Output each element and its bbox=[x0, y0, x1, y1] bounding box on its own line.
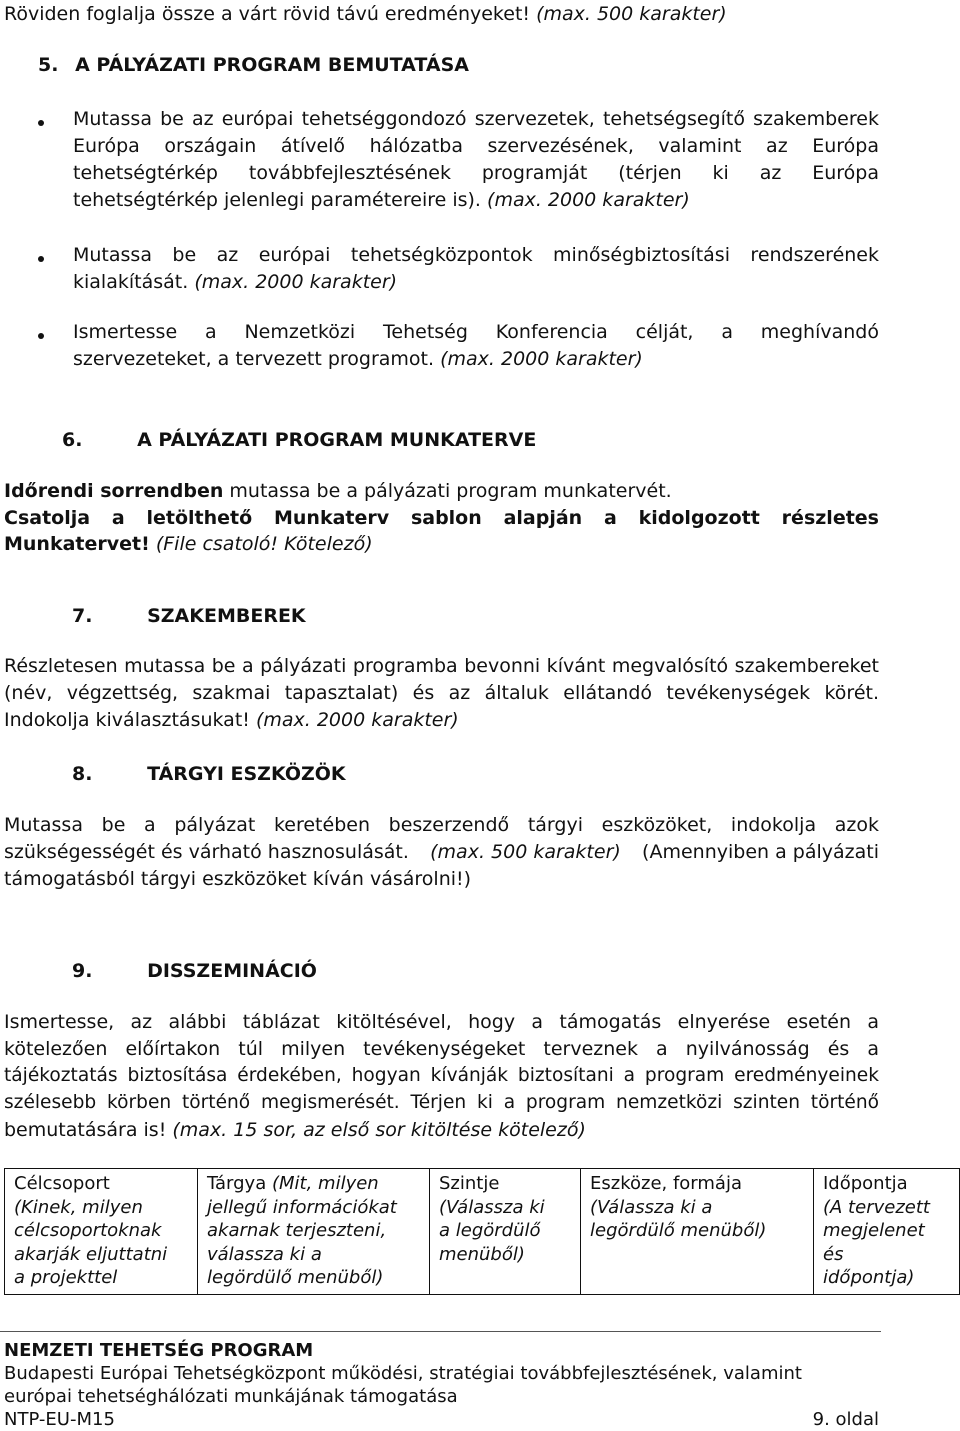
s6-line1 bbox=[4, 480, 672, 502]
bullet-dot bbox=[38, 120, 44, 126]
header-note-line: célcsoportoknak bbox=[14, 1220, 162, 1241]
s7-line3 bbox=[4, 709, 459, 731]
header-note-line: menüből) bbox=[439, 1243, 525, 1265]
s9-note: (max. 15 sor, az első sor kitöltése kötelező) bbox=[172, 1119, 586, 1141]
s8-line2 bbox=[4, 841, 879, 863]
section-5-title: A PÁLYÁZATI PROGRAM BEMUTATÁSA bbox=[75, 54, 469, 76]
header-cell-target-group bbox=[5, 1169, 198, 1295]
s6-line2: Csatolja a letölthető Munkaterv sablon alapján a kidolgozott részletes bbox=[4, 507, 879, 529]
s5-b3-note: (max. 2000 karakter) bbox=[440, 348, 643, 370]
s5-b1-line3: tehetségtérkép továbbfejlesztésének programját (térjen ki az Európa bbox=[73, 162, 879, 184]
s5-b1-line1 bbox=[73, 108, 879, 130]
s5-b1-line4-text: tehetségtérkép jelenlegi paramétereire is). bbox=[73, 189, 481, 211]
header-note-line: a legördülő bbox=[439, 1220, 541, 1241]
s5-b3-line1: Ismertesse a Nemzetközi Tehetség Konferencia célját, a meghívandó bbox=[73, 321, 879, 343]
section-8-number: 8. bbox=[72, 763, 93, 785]
s8-line1: Mutassa be a pályázat keretében beszerzendő tárgyi eszközöket, indokolja azok bbox=[4, 814, 879, 836]
section-7-title: SZAKEMBEREK bbox=[147, 605, 306, 627]
footer-line2: európai tehetséghálózati munkájának támogatása bbox=[4, 1386, 458, 1407]
footer-page-number: 9. oldal bbox=[812, 1409, 879, 1430]
header-note-line: legördülő menüből) bbox=[590, 1220, 767, 1241]
section-5-number: 5. bbox=[38, 54, 59, 76]
word: tehetséggondozó bbox=[301, 108, 467, 130]
table-header-row bbox=[5, 1169, 960, 1295]
s5-b2-note: (max. 2000 karakter) bbox=[194, 271, 398, 293]
s6-line1-bold: Időrendi sorrendben bbox=[4, 480, 224, 502]
header-note-line: a projekttel bbox=[14, 1267, 118, 1288]
word: szervezetek, bbox=[474, 108, 595, 130]
section-9-heading bbox=[72, 960, 317, 982]
header-note-line: akarják eljuttatni bbox=[14, 1243, 168, 1265]
section-7-heading bbox=[72, 605, 306, 627]
section-5-heading bbox=[38, 54, 469, 76]
header-note-line: (Válassza ki a bbox=[590, 1196, 713, 1218]
header-note-line: időpontja) bbox=[823, 1267, 915, 1288]
word: tehetségsegítő bbox=[602, 108, 745, 130]
header-note-line: jellegű információkat bbox=[207, 1196, 397, 1218]
s5-b3-line2-text: szervezeteket, a tervezett programot. bbox=[73, 348, 435, 370]
footer-divider bbox=[0, 1331, 881, 1332]
header-label: Szintje bbox=[439, 1173, 500, 1194]
footer-line1: Budapesti Európai Tehetségközpont működési, stratégiai továbbfejlesztésének, valamint bbox=[4, 1363, 802, 1384]
s5-b1-line4 bbox=[73, 189, 690, 211]
header-note-line: (Válassza ki bbox=[439, 1196, 545, 1218]
intro-line bbox=[4, 3, 727, 25]
s9-line3: tájékoztatás biztosítása érdekében, hogyan kívánják biztosítani a program eredményeinek bbox=[4, 1065, 879, 1086]
header-note-line: megjelenet bbox=[823, 1220, 925, 1241]
header-label: Célcsoport bbox=[14, 1173, 110, 1194]
header-note-line: (A tervezett bbox=[823, 1196, 930, 1218]
bullet-dot bbox=[38, 256, 44, 262]
s8-line2-text: szükségességét és várható hasznosulását. bbox=[4, 841, 409, 863]
s9-line5 bbox=[4, 1119, 586, 1141]
footer-program: NEMZETI TEHETSÉG PROGRAM bbox=[4, 1340, 314, 1361]
header-note-line: és bbox=[823, 1243, 844, 1265]
s9-line2: kötelezően előírtakon túl milyen tevékenységeket terveznek a nyilvánosság és a bbox=[4, 1038, 879, 1060]
header-note-line: akarnak terjeszteni, bbox=[207, 1220, 387, 1241]
section-8-heading bbox=[72, 763, 346, 785]
s8-note: (max. 500 karakter) bbox=[430, 841, 621, 863]
bullet-dot bbox=[38, 333, 44, 339]
header-cell-date bbox=[814, 1169, 960, 1295]
word: be bbox=[160, 108, 184, 130]
s6-line1-rest: mutassa be a pályázati program munkatervét. bbox=[229, 480, 672, 502]
section-6-title: A PÁLYÁZATI PROGRAM MUNKATERVE bbox=[137, 429, 537, 451]
s7-line1: Részletesen mutassa be a pályázati programba bevonni kívánt megvalósító szakembereket bbox=[4, 655, 879, 677]
section-6-number: 6. bbox=[62, 429, 83, 451]
header-note-line: válassza ki a bbox=[207, 1243, 322, 1265]
section-9-title: DISSZEMINÁCIÓ bbox=[147, 960, 317, 982]
s9-line1: Ismertesse, az alábbi táblázat kitöltésével, hogy a támogatás elnyerése esetén a bbox=[4, 1011, 879, 1033]
s7-line3-text: Indokolja kiválasztásukat! bbox=[4, 709, 250, 731]
header-cell-level bbox=[430, 1169, 581, 1295]
section-8-title: TÁRGYI ESZKÖZÖK bbox=[147, 763, 346, 785]
section-9-number: 9. bbox=[72, 960, 93, 982]
s9-line4: szélesebb körben történő megismerését. Térjen ki a program nemzetközi szinten történő bbox=[4, 1092, 879, 1113]
section-6-heading bbox=[62, 429, 536, 451]
header-label: Eszköze, formája bbox=[590, 1173, 742, 1194]
s8-line3: támogatásból tárgyi eszközöket kíván vásárolni!) bbox=[4, 868, 472, 890]
s5-b2-line2 bbox=[73, 271, 397, 293]
s7-line2: (név, végzettség, szakmai tapasztalat) és az általuk ellátandó tevékenységek körét. bbox=[4, 682, 879, 704]
header-cell-means-form bbox=[581, 1169, 814, 1295]
s6-line3-note: (File csatoló! Kötelező) bbox=[155, 533, 373, 555]
s7-note: (max. 2000 karakter) bbox=[255, 709, 459, 731]
intro-text: Röviden foglalja össze a várt rövid távú eredményeket! bbox=[4, 3, 531, 25]
s5-b3-line2 bbox=[73, 348, 643, 370]
header-note-line: legördülő menüből) bbox=[207, 1267, 384, 1288]
footer-code: NTP-EU-M15 bbox=[4, 1409, 115, 1430]
header-note-line: (Mit, milyen bbox=[271, 1173, 379, 1194]
header-label: Időpontja bbox=[823, 1173, 908, 1194]
s5-b2-line1: Mutassa be az európai tehetségközpontok minőségbiztosítási rendszerének bbox=[73, 244, 879, 266]
word: az bbox=[191, 108, 214, 130]
s5-b1-line2: Európa országain átívelő hálózatba szervezésének, valamint az Európa bbox=[73, 135, 879, 157]
header-note-line: (Kinek, milyen bbox=[14, 1196, 143, 1218]
s5-b2-line2-text: kialakítását. bbox=[73, 271, 189, 293]
word: európai bbox=[221, 108, 294, 130]
s6-line3 bbox=[4, 533, 373, 555]
word: szakemberek bbox=[753, 108, 879, 130]
section-7-number: 7. bbox=[72, 605, 93, 627]
s5-b1-note: (max. 2000 karakter) bbox=[487, 189, 690, 211]
s6-line3-bold: Munkatervet! bbox=[4, 533, 150, 555]
intro-note: (max. 500 karakter) bbox=[536, 3, 727, 25]
word: Mutassa bbox=[73, 108, 152, 130]
s9-line5-text: bemutatására is! bbox=[4, 1119, 167, 1141]
header-label: Tárgya bbox=[207, 1173, 267, 1194]
header-label-line bbox=[207, 1172, 421, 1196]
header-cell-subject bbox=[198, 1169, 430, 1295]
s8-after-note: (Amennyiben a pályázati bbox=[642, 841, 879, 863]
dissemination-table bbox=[4, 1168, 960, 1295]
